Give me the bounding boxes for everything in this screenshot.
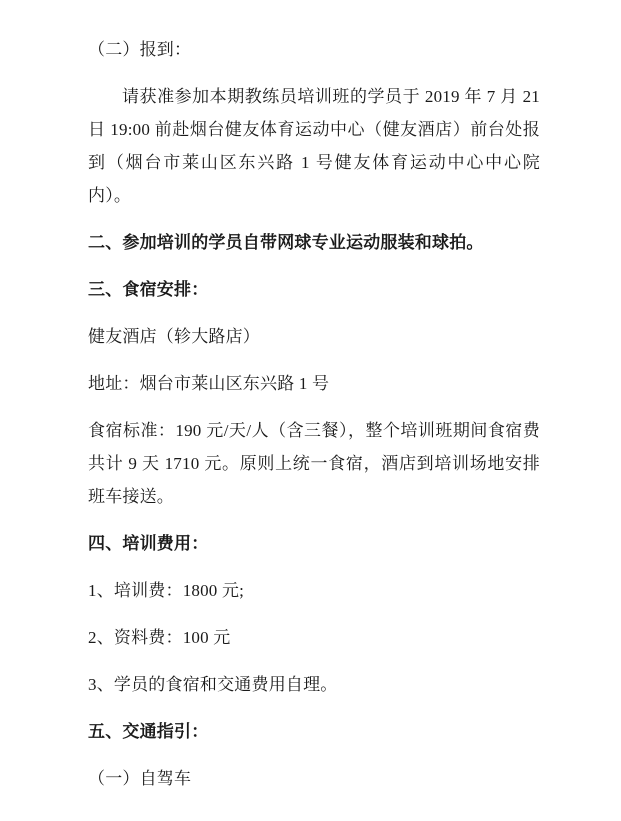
paragraph-accommodation-cost: 食宿标准：190 元/天/人（含三餐），整个培训班期间食宿费共计 9 天 1710 元。原则上统一食宿，酒店到培训场地安排班车接送。 <box>88 421 540 506</box>
list-item-self-paid-expenses: 3、学员的食宿和交通费用自理。 <box>88 675 338 694</box>
subsection-heading-checkin: （二）报到： <box>88 40 192 59</box>
section-heading-accommodation: 三、食宿安排： <box>88 280 209 299</box>
list-item-material-fee: 2、资料费：100 元 <box>88 628 231 647</box>
paragraph-hotel-name: 健友酒店（轸大路店） <box>88 327 260 346</box>
section-heading-equipment: 二、参加培训的学员自带网球专业运动服装和球拍。 <box>88 233 484 252</box>
list-item-training-fee: 1、培训费：1800 元; <box>88 581 245 600</box>
paragraph-checkin-details: 请获准参加本期教练员培训班的学员于 2019 年 7 月 21 日 19:00 前赴烟台健友体育运动中心（健友酒店）前台处报到（烟台市莱山区东兴路 1 号健友体育运动中心中心院内）。 <box>88 87 540 205</box>
paragraph-hotel-address: 地址：烟台市莱山区东兴路 1 号 <box>88 374 330 393</box>
section-heading-directions: 五、交通指引： <box>88 722 209 741</box>
section-heading-fees: 四、培训费用： <box>88 534 209 553</box>
subsection-heading-self-driving: （一）自驾车 <box>88 769 192 788</box>
